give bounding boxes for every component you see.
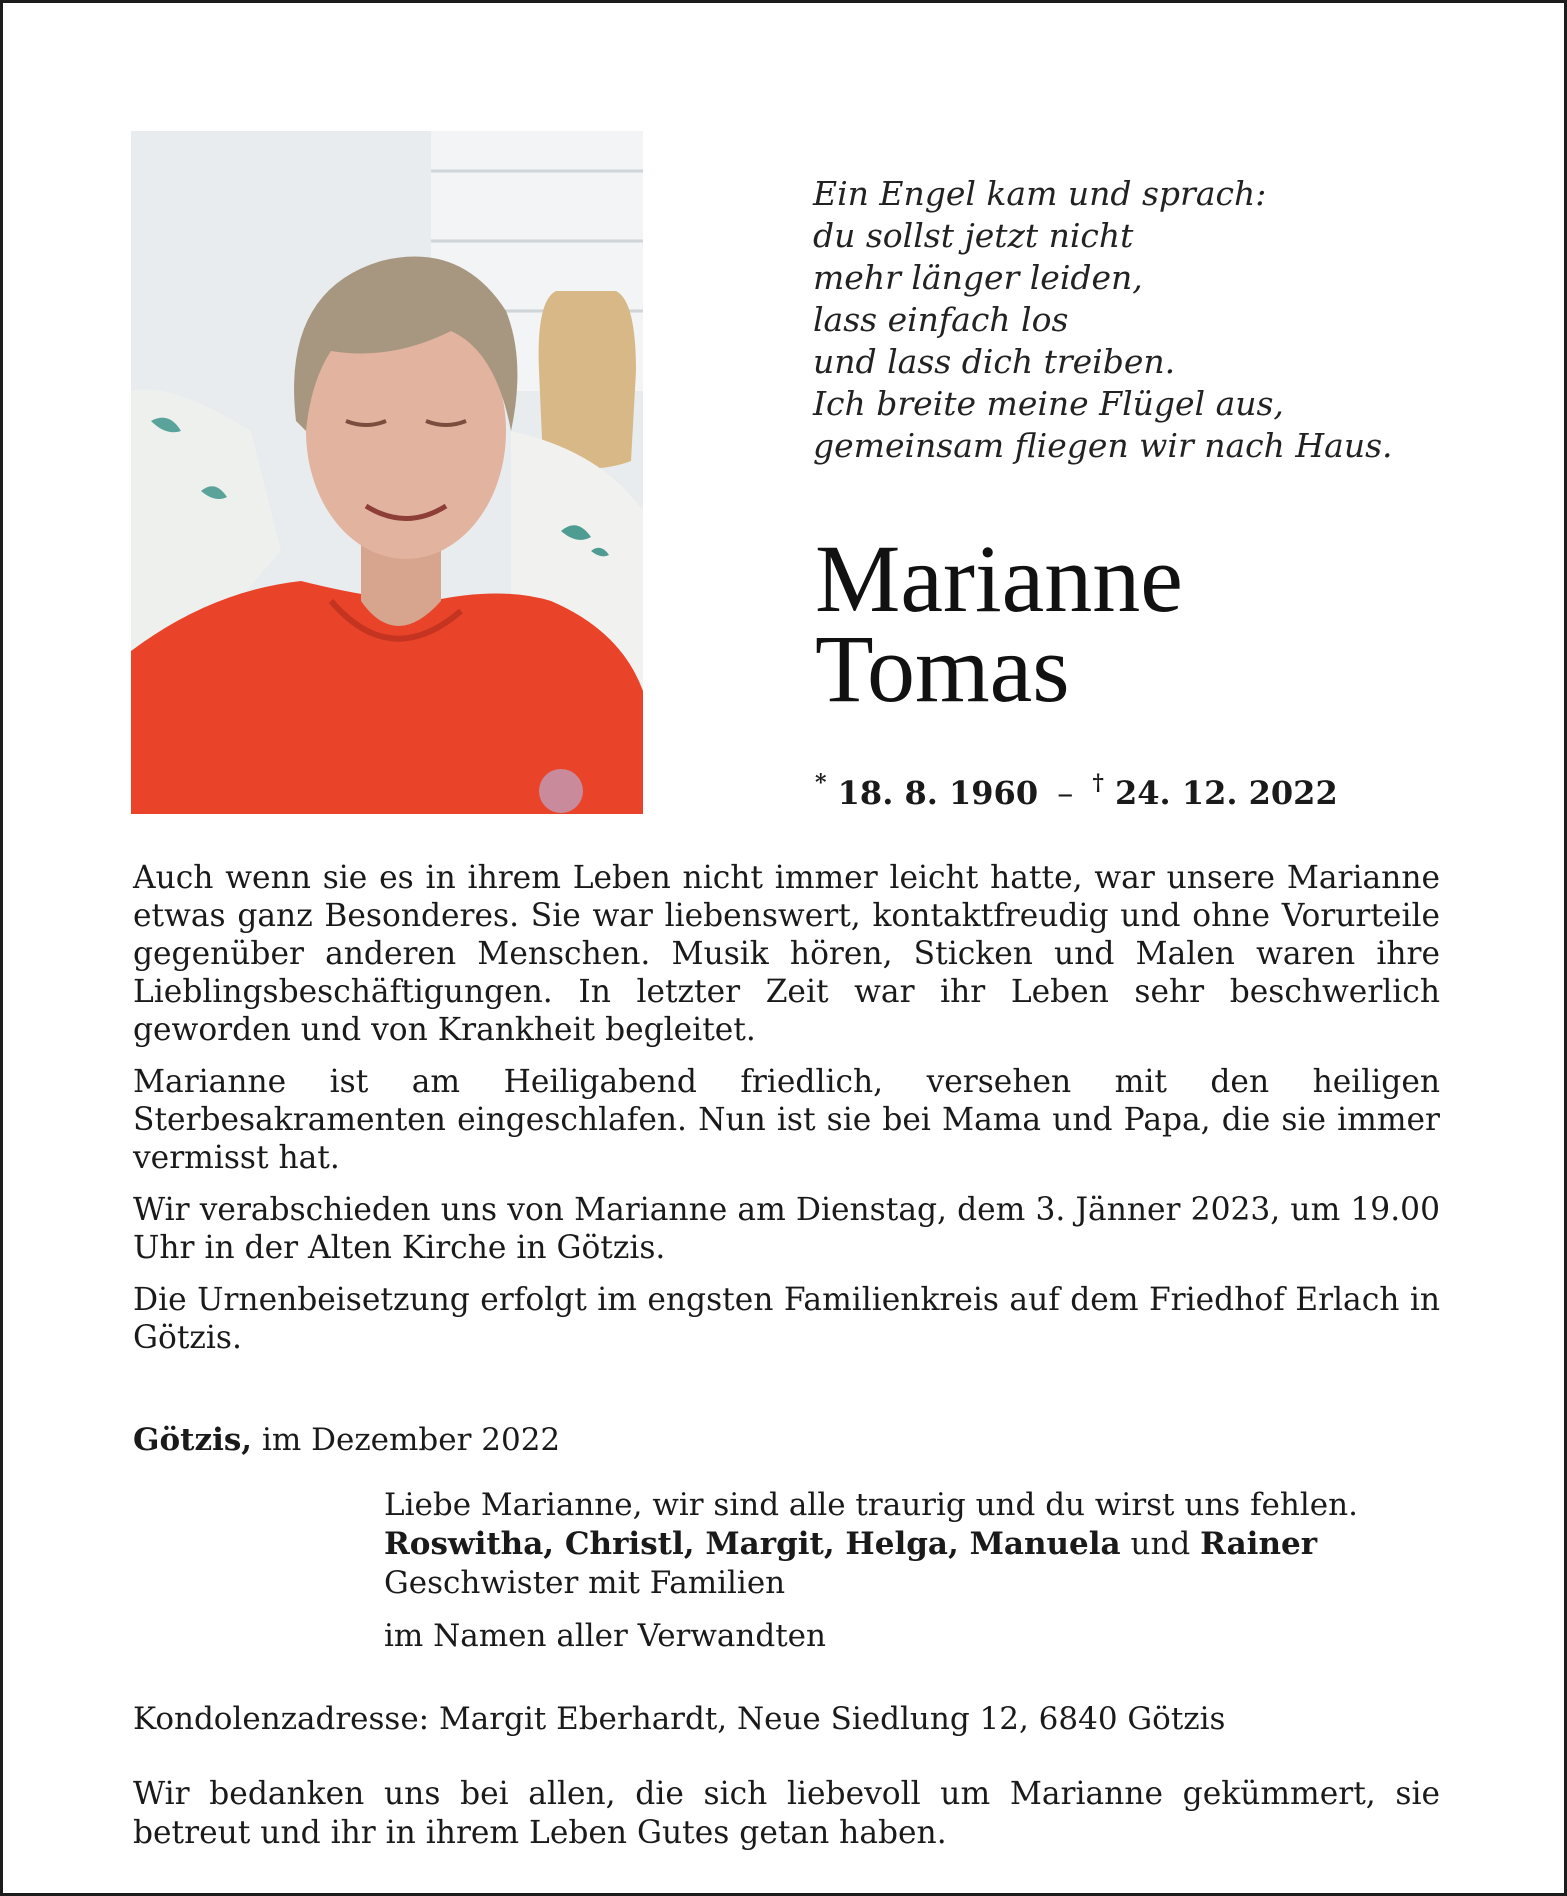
condolence-address: Kondolenzadresse: Margit Eberhardt, Neue Siedlung 12, 6840 Götzis <box>133 1701 1226 1737</box>
paragraph: Auch wenn sie es in ihrem Leben nicht immer leicht hatte, war unsere Marianne etwas ganz Besonderes. Sie war liebenswert, kontaktfreudig und ohne Vorurteile gegenüber anderen Menschen. Musik hören, Sticken und Malen waren ihre Lieblingsbeschäftigungen. In letzter Zeit war ihr Leben sehr beschwerlich geworden und von Krankheit begleitet. <box>133 860 1440 1048</box>
poem-line: Ich breite meine Flügel aus, <box>813 384 1284 423</box>
mourners <box>384 1525 1358 1564</box>
last-name: Tomas <box>815 615 1070 722</box>
thanks-text: Wir bedanken uns bei allen, die sich liebevoll um Marianne gekümmert, sie betreut und ihr in ihrem Leben Gutes getan haben. <box>133 1776 1440 1851</box>
place: Götzis, <box>133 1422 253 1458</box>
first-name: Marianne <box>815 525 1183 632</box>
poem <box>813 173 1513 467</box>
paragraph: Marianne ist am Heiligabend friedlich, versehen mit den heiligen Sterbesakramenten eingeschlafen. Nun ist sie bei Mama und Papa, die sie immer vermisst hat. <box>133 1064 1440 1176</box>
poem-line: du sollst jetzt nicht <box>813 216 1134 255</box>
closing-block <box>384 1486 1358 1656</box>
poem-line: gemeinsam fliegen wir nach Haus. <box>813 426 1393 465</box>
family-line: Geschwister mit Familien <box>384 1565 786 1601</box>
portrait-illustration <box>131 131 643 814</box>
poem-line: lass einfach los <box>813 300 1069 339</box>
poem-line: Ein Engel kam und sprach: <box>813 174 1267 213</box>
names-conjunction: und <box>1120 1526 1201 1562</box>
deceased-name <box>815 525 1183 722</box>
portrait-photo <box>131 131 643 814</box>
death-date: 24. 12. 2022 <box>1115 774 1338 812</box>
relatives-line: im Namen aller Verwandten <box>384 1618 826 1654</box>
paragraph: Wir verabschieden uns von Marianne am Dienstag, dem 3. Jänner 2023, um 19.00 Uhr in der Alten Kirche in Götzis. <box>133 1192 1440 1266</box>
mourner-names: Roswitha, Christl, Margit, Helga, Manuela <box>384 1526 1121 1562</box>
paragraph: Die Urnenbeisetzung erfolgt im engsten Familienkreis auf dem Friedhof Erlach in Götzis. <box>133 1282 1440 1356</box>
death-symbol: † <box>1092 770 1104 796</box>
farewell-message: Liebe Marianne, wir sind alle traurig und du wirst uns fehlen. <box>384 1487 1358 1523</box>
obituary-text <box>133 859 1440 1371</box>
date-separator: – <box>1057 774 1074 812</box>
birth-symbol: * <box>815 770 827 796</box>
birth-date: 18. 8. 1960 <box>837 774 1039 812</box>
mourner-last-name: Rainer <box>1200 1526 1318 1562</box>
life-dates <box>815 770 1338 812</box>
date: im Dezember 2022 <box>252 1422 561 1458</box>
poem-line: und lass dich treiben. <box>813 342 1176 381</box>
poem-line: mehr länger leiden, <box>813 258 1143 297</box>
place-date <box>133 1422 560 1458</box>
